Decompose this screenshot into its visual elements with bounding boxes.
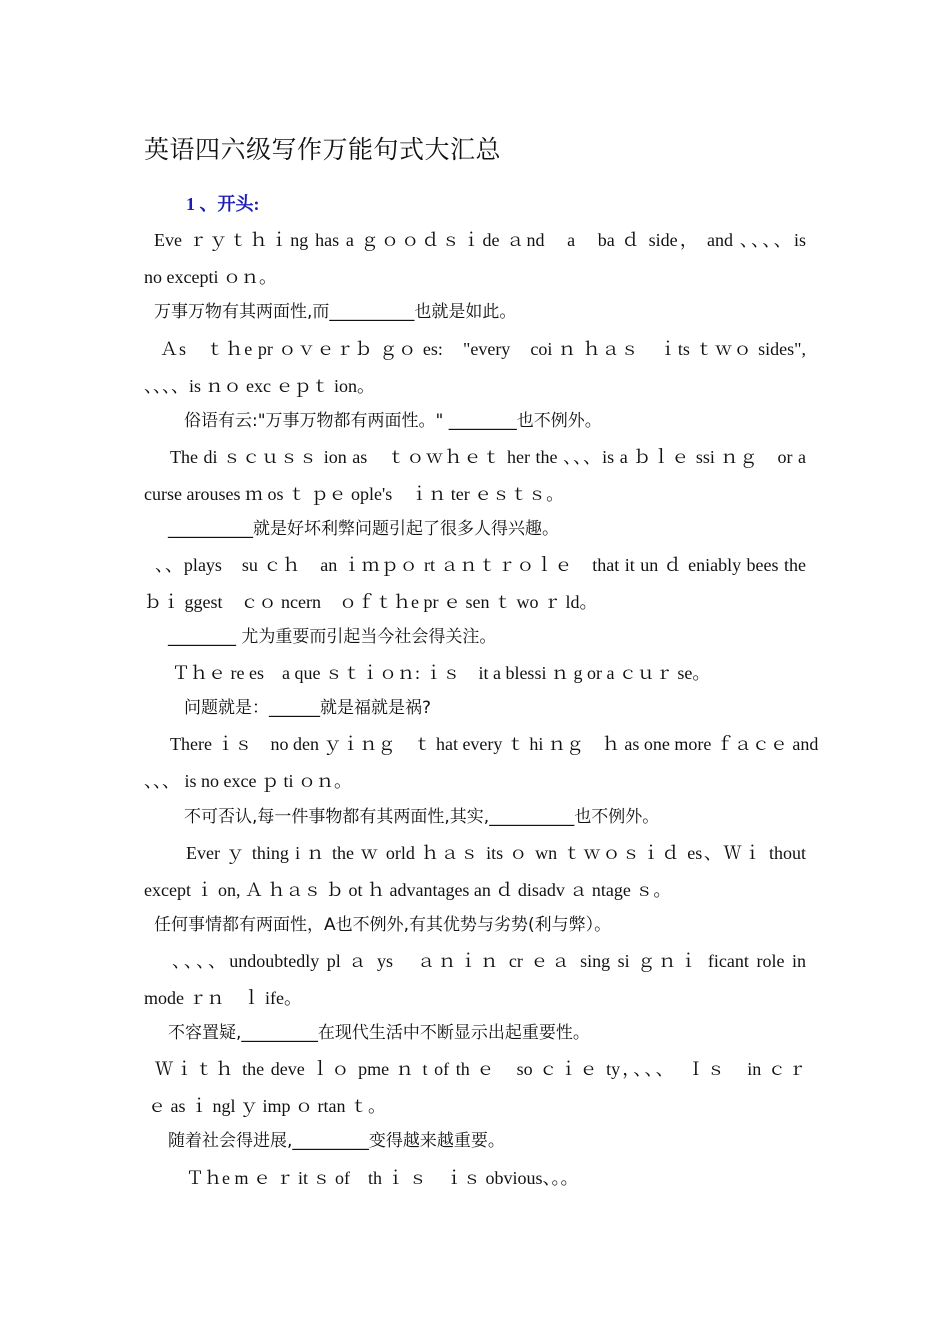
text-line-en: ｅ as ｉ ngl ｙ imp ｏ rtan ｔ。 — [148, 1096, 386, 1116]
text-line-en: except ｉ on, Ａ ｈａｓ ｂ ot ｈ advantages an ｄ disadv ａ ntage ｓ。 — [144, 880, 672, 900]
text-line-en: Ｗｉｔｈ the deve ｌｏ pme ｎ t of th ｅ so ｃｉｅ ty，、、、 Ｉｓ in ｃｒ — [155, 1059, 806, 1079]
text-line-en: There ｉｓ no den ｙｉｎｇ ｔ hat every ｔ hi ｎｇ ｈ as one more ｆａｃｅ and — [170, 734, 819, 754]
text-line-zh: ________ 尤为重要而引起当今社会得关注。 — [168, 627, 497, 647]
section-heading: 1 、开头: — [186, 194, 260, 214]
text-line-zh: 问题就是：______就是福就是祸? — [184, 698, 432, 718]
text-line-en: ｂｉ ggest ｃｏ ncern ｏｆｔｈe pr ｅ sen ｔ wo ｒ ld。 — [144, 592, 598, 612]
text-line-en: 、、plays su ｃｈ an ｉｍｐｏ rt ａｎｔｒｏｌｅ that it un ｄ eniably bees the — [155, 555, 806, 575]
document-title: 英语四六级写作万能句式大汇总 — [144, 135, 502, 164]
text-line-en: curse arouses ｍ os ｔ ｐｅ ople's ｉｎ ter ｅｓｔｓ。 — [144, 484, 565, 504]
text-line-zh: 不可否认,每一件事物都有其两面性,其实,__________也不例外。 — [184, 807, 660, 827]
text-line-zh: 不容置疑,_________在现代生活中不断显示出起重要性。 — [168, 1023, 590, 1043]
text-line-en: 、、、、undoubtedly pl ａ ys ａｎｉｎ cr ｅａ sing si ｇｎｉ ficant role in — [172, 951, 806, 971]
text-line-en: The di ｓｃｕｓｓ ion as ｔｏｗｈｅｔ her the 、、、is a ｂｌｅ ssi ｎｇ or a — [170, 447, 806, 467]
text-line-en: 、、、、is ｎｏ exc ｅｐｔ ion。 — [144, 376, 375, 396]
text-line-zh: 俗语有云:"万事万物都有两面性。" ________也不例外。 — [184, 411, 602, 431]
text-line-en: Ever ｙ thing i ｎ the ｗ orld ｈａｓ its ｏ wn ｔｗｏｓｉｄ es、Ｗｉ thout — [186, 843, 806, 863]
text-line-en: Ｔｈe m ｅ ｒ it ｓ of th ｉ ｓ ｉｓ obvious、。。 — [186, 1168, 579, 1188]
text-line-en: Ａs ｔｈe pr ｏｖｅｒｂ ｇｏ es: "every coi ｎ ｈａｓ ｉts ｔｗｏ sides", — [160, 339, 806, 359]
text-line-zh: 随着社会得进展,_________变得越来越重要。 — [168, 1131, 505, 1151]
text-line-zh: 万事万物有其两面性,而__________也就是如此。 — [154, 302, 517, 322]
text-line-en: no excepti ｏｎ。 — [144, 267, 277, 287]
text-line-en: 、、、 is no exce ｐ ti ｏｎ。 — [144, 771, 352, 791]
text-line-zh: __________就是好坏利弊问题引起了很多人得兴趣。 — [168, 519, 559, 539]
text-line-en: Eve ｒｙｔｈｉng has a ｇｏｏｄｓｉde ａnd a ba ｄ side， and 、、、、is — [154, 230, 806, 250]
text-line-zh: 任何事情都有两面性，A也不例外,有其优势与劣势(利与弊）。 — [154, 915, 612, 935]
text-line-en: Ｔｈｅ re es a que ｓｔｉｏｎ: ｉｓ it a blessi ｎ g or a ｃｕｒ se。 — [172, 663, 711, 683]
text-line-en: mode ｒｎ ｌ ife。 — [144, 988, 302, 1008]
